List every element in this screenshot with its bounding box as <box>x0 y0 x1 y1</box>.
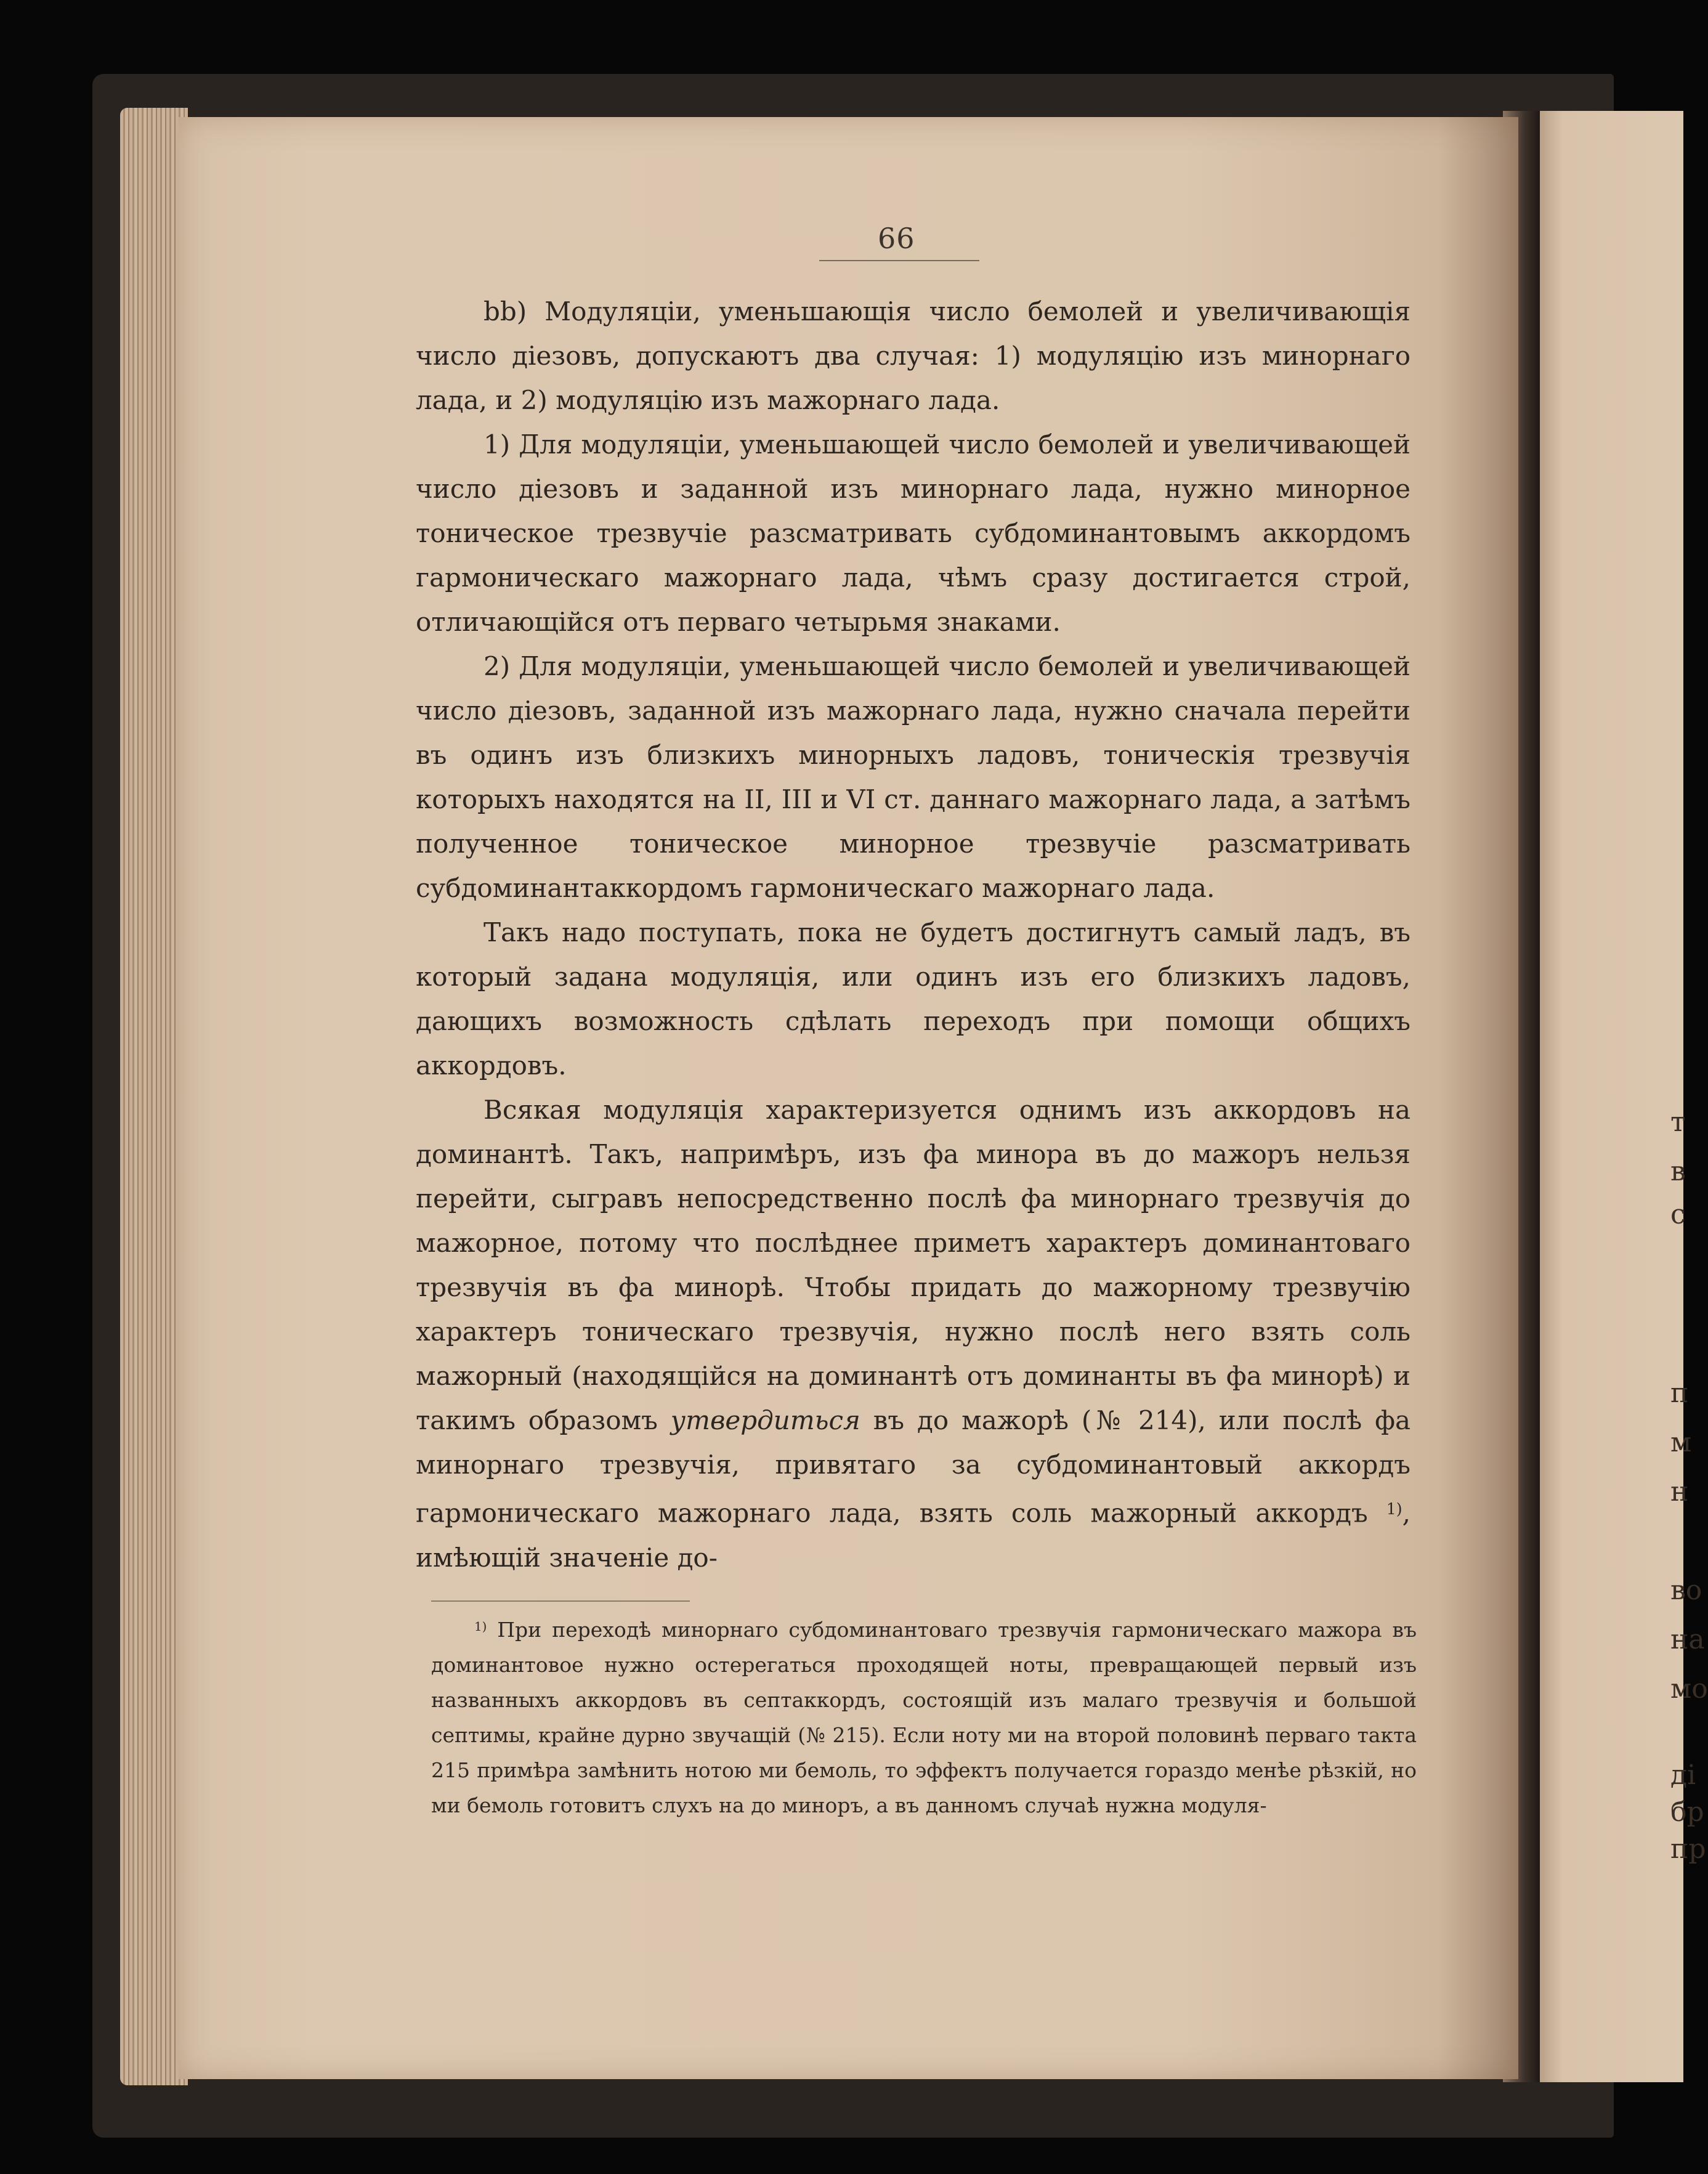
header-rule <box>819 260 979 261</box>
paragraph-text: , имѣющій значеніе до- <box>416 1498 1411 1573</box>
page-number: 66 <box>878 222 915 255</box>
facing-page-fragment: бр <box>1670 1796 1704 1828</box>
facing-page-fragment: п <box>1670 1377 1689 1409</box>
facing-page-fragment: во <box>1670 1575 1702 1606</box>
main-text <box>416 290 1411 1580</box>
footnote-marker: 1) <box>474 1620 487 1634</box>
facing-page-fragment: с <box>1670 1199 1686 1230</box>
facing-page-fragment: н <box>1670 1476 1689 1507</box>
emphasized-word: утвердиться <box>670 1405 860 1435</box>
paragraph-text: въ до мажорѣ (№ 214), или послѣ фа минорнаго трезвучія, привятаго за субдоминантовый аккордъ гармоническаго мажорнаго лада, взять соль мажорный аккордъ <box>416 1405 1411 1528</box>
footnote <box>431 1609 1417 1823</box>
footnote-text: При переходѣ минорнаго субдоминантоваго трезвучія гармоническаго мажора въ доминантовое нужно остерегаться проходящей ноты, превращающей первый изъ названныхъ аккордовъ въ септаккордъ, состоящій изъ малаго трезвучія и большой септимы, крайне дурно звучащій (№ 215). Если ноту ми на второй половинѣ перваго такта 215 примѣра замѣнить нотою ми бемоль, то эффектъ получается гораздо менѣе рѣзкій, но ми бемоль готовитъ слухъ на до миноръ, а въ данномъ случаѣ нужна модуля- <box>431 1617 1417 1817</box>
page-edges <box>120 108 188 2085</box>
facing-page-fragment: мо <box>1670 1673 1708 1705</box>
footnote-reference[interactable]: 1) <box>1386 1500 1402 1518</box>
facing-page-fragment: м <box>1670 1427 1692 1458</box>
paragraph: 1) Для модуляціи, уменьшающей число бемолей и увеличивающей число діезовъ и заданной изъ минорнаго лада, нужно минорное тоническое трезвучіе разсматривать субдоминантовымъ аккордомъ гармоническаго мажорнаго лада, чѣмъ сразу достигается строй, отличающійся отъ перваго четырьмя знаками. <box>416 429 1411 637</box>
facing-page-fragment: ді <box>1670 1759 1696 1791</box>
facing-page-fragment: т <box>1670 1106 1686 1138</box>
paragraph <box>416 1088 1411 1580</box>
footnote-rule <box>431 1600 690 1602</box>
paragraph: bb) Модуляціи, уменьшающія число бемолей и увеличивающія число діезовъ, допускаютъ два случая: 1) модуляцію изъ минорнаго лада, и 2) модуляцію изъ мажорнаго лада. <box>416 296 1411 415</box>
paragraph: Такъ надо поступать, пока не будетъ достигнутъ самый ладъ, въ который задана модуляція, или одинъ изъ его близкихъ ладовъ, дающихъ возможность сдѣлать переходъ при помощи общихъ аккордовъ. <box>416 917 1411 1081</box>
facing-page-fragment: пр <box>1670 1833 1706 1865</box>
facing-page-fragment: на <box>1670 1624 1705 1655</box>
paragraph-text: Всякая модуляція характеризуется однимъ изъ аккордовъ на доминантѣ. Такъ, напримѣръ, изъ фа минора въ до мажоръ нельзя перейти, сыгравъ непосредственно послѣ фа минорнаго трезвучія до мажорное, потому что послѣднее приметъ характеръ доминантоваго трезвучія въ фа минорѣ. Чтобы придать до мажорному трезвучію характеръ тоническаго трезвучія, нужно послѣ него взять соль мажорный (находящійся на доминантѣ отъ доминанты въ фа минорѣ) и такимъ образомъ <box>416 1095 1411 1435</box>
facing-page-fragment: в <box>1670 1156 1686 1187</box>
paragraph: 2) Для модуляціи, уменьшающей число бемолей и увеличивающей число діезовъ, заданной изъ мажорнаго лада, нужно сначала перейти въ одинъ изъ близкихъ минорныхъ ладовъ, тоническія трезвучія которыхъ находятся на II, III и VI ст. даннаго мажорнаго лада, а затѣмъ полученное тоническое минорное трезвучіе разсматривать субдоминантаккордомъ гармоническаго мажорнаго лада. <box>416 651 1411 903</box>
